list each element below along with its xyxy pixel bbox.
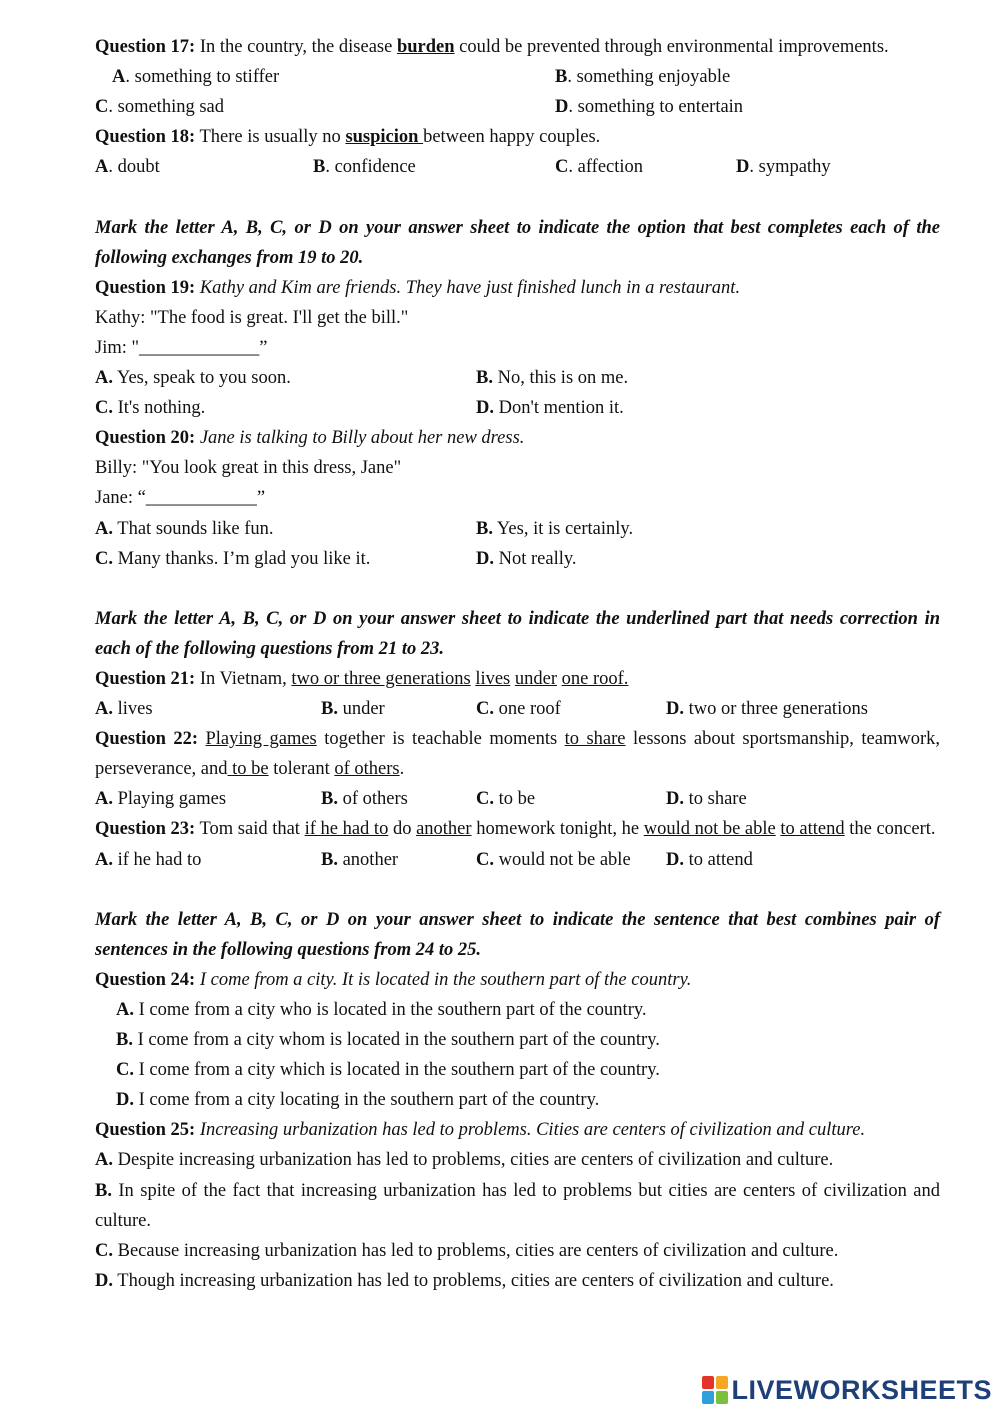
question-23-label: Question 23:	[95, 819, 196, 840]
question-19-dialogue-1: Kathy: "The food is great. I'll get the bill."	[95, 307, 409, 328]
question-18-option-b[interactable]: B. confidence	[313, 157, 416, 178]
question-19-stem	[95, 273, 940, 303]
question-17-text-end: could be prevented through environmental improvements.	[454, 37, 889, 57]
question-24-label: Question 24:	[95, 969, 196, 990]
question-22-option-c[interactable]: C. to be	[476, 789, 536, 810]
question-22-underlined-part-b: of others	[334, 759, 400, 780]
question-20-stem	[95, 423, 940, 453]
question-21-stem: Question 21: In Vietnam, two or three generations lives under one roof.	[95, 668, 629, 689]
question-25-option-b[interactable]: B. In spite of the fact that increasing urbanization has led to problems but cities are centers of civilization and culture.	[95, 1180, 940, 1231]
question-23-underlined-part-b: another	[416, 819, 472, 840]
question-19-label: Question 19:	[95, 277, 196, 298]
question-22-option-b[interactable]: B. of others	[321, 789, 408, 810]
question-22-underlined-part-c: to be	[227, 759, 269, 780]
logo-tile-v	[702, 1391, 714, 1404]
question-19-situation: Kathy and Kim are friends. They have just finished lunch in a restaurant.	[195, 277, 741, 298]
question-21-underlined-part-d: two or three generations	[291, 668, 471, 689]
question-25-option-c[interactable]: C. Because increasing urbanization has led to problems, cities are centers of civilization and culture.	[95, 1240, 839, 1261]
question-18-option-c[interactable]: C. affection	[555, 157, 644, 178]
question-20-option-c[interactable]: C. Many thanks. I’m glad you like it.	[95, 548, 371, 569]
worksheet-page	[95, 32, 940, 1296]
logo-tile-e	[716, 1391, 728, 1404]
question-18-option-d[interactable]: D. sympathy	[736, 157, 831, 178]
question-22-option-a[interactable]: A. Playing games	[95, 789, 227, 810]
question-25-option-d[interactable]: D. Though increasing urbanization has led to problems, cities are centers of civilization and culture.	[95, 1270, 834, 1291]
question-18-label: Question 18:	[95, 127, 196, 148]
question-21-option-b[interactable]: B. under	[321, 699, 385, 720]
question-22-label: Question 22:	[95, 729, 199, 750]
question-21-underlined-part-b: under	[514, 668, 558, 689]
question-21-option-a[interactable]: A. lives	[95, 699, 153, 720]
question-21-label: Question 21:	[95, 668, 196, 689]
question-23-option-b[interactable]: B. another	[321, 849, 399, 870]
question-23-stem: Question 23: Tom said that if he had to do another homework tonight, he would not be able to attend the concert.	[95, 819, 936, 840]
question-20-option-a[interactable]: A. That sounds like fun.	[95, 518, 274, 539]
question-21-option-d[interactable]: D. two or three generations	[666, 699, 868, 720]
question-25-prompt: Increasing urbanization has led to problems. Cities are centers of civilization and culture.	[195, 1120, 866, 1141]
question-24-option-d[interactable]: D. I come from a city locating in the southern part of the country.	[116, 1090, 600, 1111]
question-19-option-c[interactable]: C. It's nothing.	[95, 398, 206, 419]
question-22-stem: Question 22: Playing games together is teachable moments to share lessons about sportsmanship, teamwork, perseverance, and to be tolerant of others.	[95, 729, 940, 780]
question-25-label: Question 25:	[95, 1120, 196, 1141]
question-19-options-row-2	[95, 393, 940, 423]
logo-tiles-icon	[702, 1376, 728, 1404]
question-19-option-a[interactable]: A. Yes, speak to you soon.	[95, 368, 291, 389]
question-23-underlined-part-c: would not be able	[643, 819, 776, 840]
question-19-option-d[interactable]: D. Don't mention it.	[476, 398, 624, 419]
question-18-options	[95, 152, 940, 182]
question-23-option-c[interactable]: C. would not be able	[476, 849, 631, 870]
question-17-options-row-2	[95, 92, 940, 122]
instruction-exchanges: Mark the letter A, B, C, or D on your answer sheet to indicate the option that best completes each of the following exchanges from 19 to 20.	[95, 217, 940, 268]
question-23-option-a[interactable]: A. if he had to	[95, 849, 202, 870]
instruction-error-correction: Mark the letter A, B, C, or D on your answer sheet to indicate the underlined part that needs correction in each of the following questions from 21 to 23.	[95, 608, 940, 659]
question-17-underlined-word: burden	[396, 37, 455, 57]
question-19-dialogue-2: Jim: "_____________”	[95, 337, 268, 358]
logo-wordmark: LIVEWORKSHEETS	[731, 1374, 992, 1405]
question-20-option-d[interactable]: D. Not really.	[476, 548, 577, 569]
question-17-text: In the country, the disease	[195, 37, 397, 57]
question-18-underlined-word: suspicion	[345, 127, 424, 148]
question-20-dialogue-2: Jane: “____________”	[95, 488, 266, 509]
instruction-sentence-combination: Mark the letter A, B, C, or D on your answer sheet to indicate the sentence that best combines pair of sentences in the following questions from 24 to 25.	[95, 909, 940, 960]
question-17-option-c[interactable]: C. something sad	[95, 97, 224, 118]
question-22-underlined-part-d: to share	[564, 729, 626, 750]
question-23-option-d[interactable]: D. to attend	[666, 849, 753, 870]
question-19-option-b[interactable]: B. No, this is on me.	[476, 368, 629, 389]
question-23-underlined-part-a: if he had to	[304, 819, 389, 840]
question-22-options	[95, 784, 940, 814]
spacer	[95, 574, 940, 604]
question-21-underlined-part-a: lives	[475, 668, 511, 689]
question-24-option-a[interactable]: A. I come from a city who is located in the southern part of the country.	[116, 1000, 647, 1020]
spacer	[95, 182, 940, 212]
question-18-stem: Question 18: There is usually no suspicion between happy couples.	[95, 127, 601, 148]
question-24-stem	[95, 965, 940, 995]
question-20-situation: Jane is talking to Billy about her new dress.	[195, 428, 525, 449]
question-20-options-row-2	[95, 544, 940, 574]
question-23-options	[95, 845, 940, 875]
question-21-option-c[interactable]: C. one roof	[476, 699, 561, 720]
question-20-dialogue-1: Billy: "You look great in this dress, Jane"	[95, 458, 402, 479]
question-17-stem	[95, 32, 940, 62]
question-19-options-row-1	[95, 363, 940, 393]
question-17-label: Question 17:	[95, 37, 196, 57]
question-17-options-row-1	[95, 62, 940, 92]
question-25-stem	[95, 1115, 940, 1145]
question-24-option-b[interactable]: B. I come from a city whom is located in the southern part of the country.	[116, 1030, 660, 1051]
question-21-options	[95, 694, 940, 724]
question-25-option-a[interactable]: A. Despite increasing urbanization has led to problems, cities are centers of civilization and culture.	[95, 1150, 834, 1171]
question-21-underlined-part-c: one roof.	[561, 668, 629, 689]
logo-tile-l	[702, 1376, 714, 1389]
question-23-underlined-part-d: to attend	[780, 819, 845, 840]
question-20-options-row-1	[95, 514, 940, 544]
liveworksheets-logo[interactable]	[702, 1373, 992, 1407]
question-22-option-d[interactable]: D. to share	[666, 789, 747, 810]
question-20-label: Question 20:	[95, 428, 196, 449]
question-24-prompt: I come from a city. It is located in the southern part of the country.	[195, 969, 692, 990]
question-17-option-b[interactable]: B. something enjoyable	[555, 67, 731, 88]
spacer	[95, 875, 940, 905]
question-18-option-a[interactable]: A. doubt	[95, 157, 160, 178]
logo-tile-i	[716, 1376, 728, 1389]
question-17-option-a[interactable]: A. something to stiffer	[112, 67, 280, 88]
question-22-underlined-part-a: Playing games	[205, 729, 317, 750]
question-24-option-c[interactable]: C. I come from a city which is located in the southern part of the country.	[116, 1060, 660, 1081]
question-17-option-d[interactable]: D. something to entertain	[555, 97, 744, 118]
question-20-option-b[interactable]: B. Yes, it is certainly.	[476, 518, 634, 539]
